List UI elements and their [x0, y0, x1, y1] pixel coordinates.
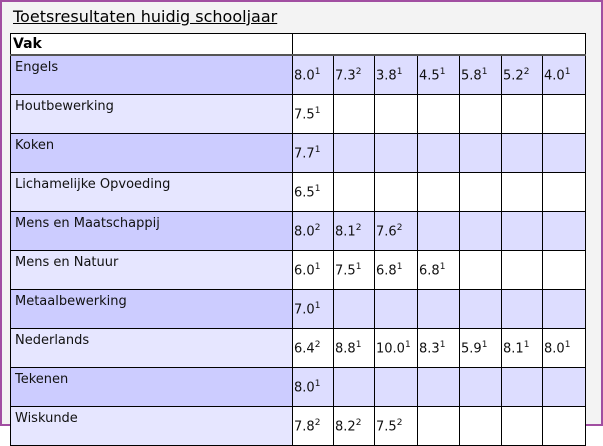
grade-cell — [418, 173, 460, 212]
grade-weight: 1 — [314, 144, 321, 155]
grade-cell — [460, 407, 502, 446]
grade-value: 8.1 — [335, 224, 356, 240]
subject-cell: Engels — [11, 55, 293, 95]
table-row — [11, 134, 586, 173]
grade-cell — [460, 290, 502, 329]
grade-value: 5.2 — [503, 68, 524, 84]
subject-cell: Houtbewerking — [11, 95, 293, 134]
grade-cell — [293, 212, 334, 251]
table-row — [11, 251, 586, 290]
grade-weight: 2 — [314, 417, 321, 428]
grades-column-header — [293, 34, 586, 56]
grade-value: 8.0 — [544, 341, 565, 357]
grade-cell — [293, 251, 334, 290]
grade-weight: 1 — [481, 339, 488, 350]
grade-cell — [460, 368, 502, 407]
grade-cell — [418, 290, 460, 329]
grade-cell — [334, 212, 375, 251]
grade-weight: 1 — [564, 66, 571, 77]
grade-weight: 1 — [314, 261, 321, 272]
grade-value: 6.0 — [294, 263, 315, 279]
grade-cell — [418, 212, 460, 251]
subject-cell: Lichamelijke Opvoeding — [11, 173, 293, 212]
grade-value: 7.7 — [294, 146, 315, 162]
grade-cell — [418, 329, 460, 368]
grade-cell — [543, 290, 586, 329]
table-row — [11, 368, 586, 407]
table-row — [11, 173, 586, 212]
grade-cell — [334, 251, 375, 290]
grade-cell — [375, 368, 418, 407]
grade-value: 7.5 — [335, 263, 356, 279]
table-row — [11, 55, 586, 95]
grade-value: 8.0 — [294, 380, 315, 396]
subject-cell: Mens en Maatschappij — [11, 212, 293, 251]
table-row — [11, 212, 586, 251]
grade-cell — [543, 407, 586, 446]
grade-cell — [460, 55, 502, 95]
grade-cell — [375, 329, 418, 368]
table-row — [11, 290, 586, 329]
grade-cell — [293, 95, 334, 134]
grade-value: 8.0 — [294, 224, 315, 240]
grade-value: 8.3 — [419, 341, 440, 357]
grade-cell — [293, 134, 334, 173]
grade-cell — [418, 55, 460, 95]
grade-cell — [293, 55, 334, 95]
grade-cell — [375, 407, 418, 446]
grade-cell — [334, 329, 375, 368]
grade-weight: 1 — [564, 339, 571, 350]
grade-cell — [502, 368, 543, 407]
grade-value: 7.8 — [294, 419, 315, 435]
grade-value: 4.0 — [544, 68, 565, 84]
grade-cell — [375, 134, 418, 173]
grade-weight: 2 — [355, 417, 362, 428]
grade-weight: 1 — [355, 339, 362, 350]
table-row — [11, 95, 586, 134]
grade-cell — [543, 95, 586, 134]
grade-cell — [543, 251, 586, 290]
grade-value: 5.8 — [461, 68, 482, 84]
grade-cell — [375, 55, 418, 95]
grade-cell — [543, 173, 586, 212]
grade-cell — [334, 290, 375, 329]
grade-cell — [418, 407, 460, 446]
grade-weight: 1 — [439, 66, 446, 77]
grade-weight: 2 — [355, 222, 362, 233]
grade-cell — [543, 212, 586, 251]
grade-weight: 1 — [439, 339, 446, 350]
grade-weight: 2 — [314, 339, 321, 350]
grade-cell — [502, 134, 543, 173]
grade-value: 8.2 — [335, 419, 356, 435]
grade-value: 6.8 — [376, 263, 397, 279]
grade-cell — [502, 95, 543, 134]
grade-value: 8.0 — [294, 68, 315, 84]
grade-cell — [502, 290, 543, 329]
grade-cell — [418, 95, 460, 134]
subject-cell: Koken — [11, 134, 293, 173]
grade-weight: 1 — [314, 105, 321, 116]
page-title: Toetsresultaten huidig schooljaar — [13, 7, 278, 26]
grade-value: 3.8 — [376, 68, 397, 84]
grade-weight: 1 — [439, 261, 446, 272]
grade-value: 7.5 — [294, 107, 315, 123]
grade-weight: 1 — [481, 66, 488, 77]
grade-cell — [418, 368, 460, 407]
grade-value: 4.5 — [419, 68, 440, 84]
grade-value: 10.0 — [376, 341, 405, 357]
grade-weight: 1 — [355, 261, 362, 272]
subject-column-header: Vak — [11, 34, 293, 56]
grade-cell — [418, 251, 460, 290]
grade-cell — [543, 329, 586, 368]
grade-cell — [334, 95, 375, 134]
table-row — [11, 407, 586, 446]
grade-weight: 1 — [404, 339, 411, 350]
grade-cell — [375, 173, 418, 212]
grade-weight: 1 — [314, 183, 321, 194]
grade-cell — [334, 407, 375, 446]
grade-cell — [375, 251, 418, 290]
subject-cell: Metaalbewerking — [11, 290, 293, 329]
grade-cell — [293, 368, 334, 407]
grade-weight: 1 — [314, 300, 321, 311]
grade-cell — [375, 290, 418, 329]
grade-cell — [334, 134, 375, 173]
grade-weight: 1 — [314, 378, 321, 389]
grade-cell — [460, 212, 502, 251]
grade-cell — [502, 251, 543, 290]
table-row — [11, 329, 586, 368]
grade-value: 8.8 — [335, 341, 356, 357]
results-table — [10, 33, 586, 446]
grade-weight: 1 — [523, 339, 530, 350]
grade-weight: 2 — [355, 66, 362, 77]
grade-cell — [293, 329, 334, 368]
grade-cell — [334, 368, 375, 407]
grade-cell — [375, 95, 418, 134]
grade-cell — [460, 173, 502, 212]
subject-cell: Wiskunde — [11, 407, 293, 446]
subject-cell: Mens en Natuur — [11, 251, 293, 290]
grade-value: 6.4 — [294, 341, 315, 357]
grade-value: 6.8 — [419, 263, 440, 279]
grade-value: 6.5 — [294, 185, 315, 201]
grade-value: 5.9 — [461, 341, 482, 357]
grade-weight: 1 — [396, 66, 403, 77]
grade-value: 7.3 — [335, 68, 356, 84]
subject-cell: Nederlands — [11, 329, 293, 368]
grade-value: 7.0 — [294, 302, 315, 318]
grade-cell — [460, 329, 502, 368]
grade-value: 8.1 — [503, 341, 524, 357]
grade-cell — [293, 173, 334, 212]
grade-cell — [334, 173, 375, 212]
grade-cell — [502, 329, 543, 368]
grade-cell — [375, 212, 418, 251]
grade-cell — [502, 407, 543, 446]
grade-cell — [460, 95, 502, 134]
grade-weight: 2 — [523, 66, 530, 77]
grade-cell — [293, 407, 334, 446]
grade-cell — [418, 134, 460, 173]
grade-weight: 2 — [396, 417, 403, 428]
grade-cell — [543, 368, 586, 407]
grade-cell — [543, 134, 586, 173]
grade-cell — [460, 134, 502, 173]
grade-cell — [502, 55, 543, 95]
table-header-row — [11, 34, 586, 56]
grade-cell — [460, 251, 502, 290]
grade-cell — [502, 212, 543, 251]
grade-value: 7.6 — [376, 224, 397, 240]
grade-value: 7.5 — [376, 419, 397, 435]
grade-cell — [502, 173, 543, 212]
grade-cell — [334, 55, 375, 95]
grade-weight: 2 — [396, 222, 403, 233]
subject-cell: Tekenen — [11, 368, 293, 407]
grade-weight: 1 — [314, 66, 321, 77]
grade-weight: 1 — [396, 261, 403, 272]
grade-weight: 2 — [314, 222, 321, 233]
grade-cell — [543, 55, 586, 95]
grade-cell — [293, 290, 334, 329]
